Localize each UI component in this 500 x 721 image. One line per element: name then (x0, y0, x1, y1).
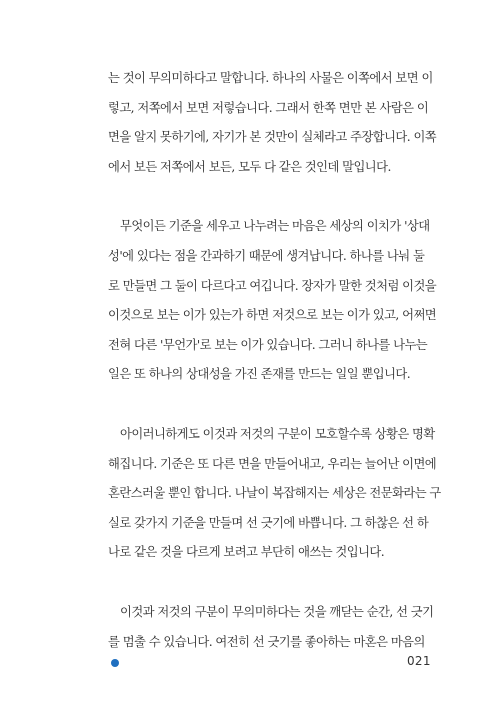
page-marker-dot-icon (111, 659, 119, 667)
text-line: 는 것이 무의미하다고 말합니다. 하나의 사물은 이쪽에서 보면 이 (108, 71, 433, 85)
text-line: 아이러니하게도 이것과 저것의 구분이 모호할수록 상황은 명확 (120, 426, 435, 441)
text-line: 에서 보든 저쪽에서 보든, 모두 다 같은 것인데 말입니다. (108, 159, 391, 174)
text-line: 성'에 있다는 점을 간과하기 때문에 생겨납니다. 하나를 나눠 둘 (108, 248, 425, 263)
body-text (108, 64, 441, 657)
paragraph-3 (108, 420, 441, 568)
text-line: 실로 갖가지 기준을 만들며 선 긋기에 바쁩니다. 그 하찮은 선 하 (108, 515, 429, 530)
text-line: 일은 또 하나의 상대성을 가진 존재를 만드는 일일 뿐입니다. (108, 367, 411, 382)
page-number: 021 (407, 654, 431, 668)
text-line: 렇고, 저쪽에서 보면 저렇습니다. 그래서 한쪽 면만 본 사람은 이 (108, 100, 429, 115)
paragraph-4 (108, 598, 434, 657)
text-line: 로 만들면 그 둘이 다르다고 여깁니다. 장자가 말한 것처럼 이것을 (108, 278, 437, 293)
text-line: 해집니다. 기준은 또 다른 면을 만들어내고, 우리는 늘어난 이면에 (108, 456, 437, 471)
text-line: 면을 알지 못하기에, 자기가 본 것만이 실체라고 주장합니다. 이쪽 (108, 130, 437, 145)
text-line: 를 멈출 수 있습니다. 여전히 선 긋기를 좋아하는 마혼은 마음의 (108, 634, 425, 649)
text-line: 무엇이든 기준을 세우고 나누려는 마음은 세상의 이치가 '상대 (120, 219, 430, 234)
paragraph-2 (108, 212, 437, 390)
text-line: 혼란스러울 뿐인 합니다. 나날이 복잡해지는 세상은 전문화라는 구 (108, 486, 441, 501)
text-line: 이것으로 보는 이가 있는가 하면 저것으로 보는 이가 있고, 어쩌면 (108, 308, 437, 323)
text-line: 나로 같은 것을 다르게 보려고 부단히 애쓰는 것입니다. (108, 545, 385, 560)
paragraph-1 (108, 64, 437, 182)
text-line: 전혀 다른 '무언가'로 보는 이가 있습니다. 그러니 하나를 나누는 (108, 337, 428, 352)
text-line: 이것과 저것의 구분이 무의미하다는 것을 깨닫는 순간, 선 긋기 (120, 604, 434, 619)
